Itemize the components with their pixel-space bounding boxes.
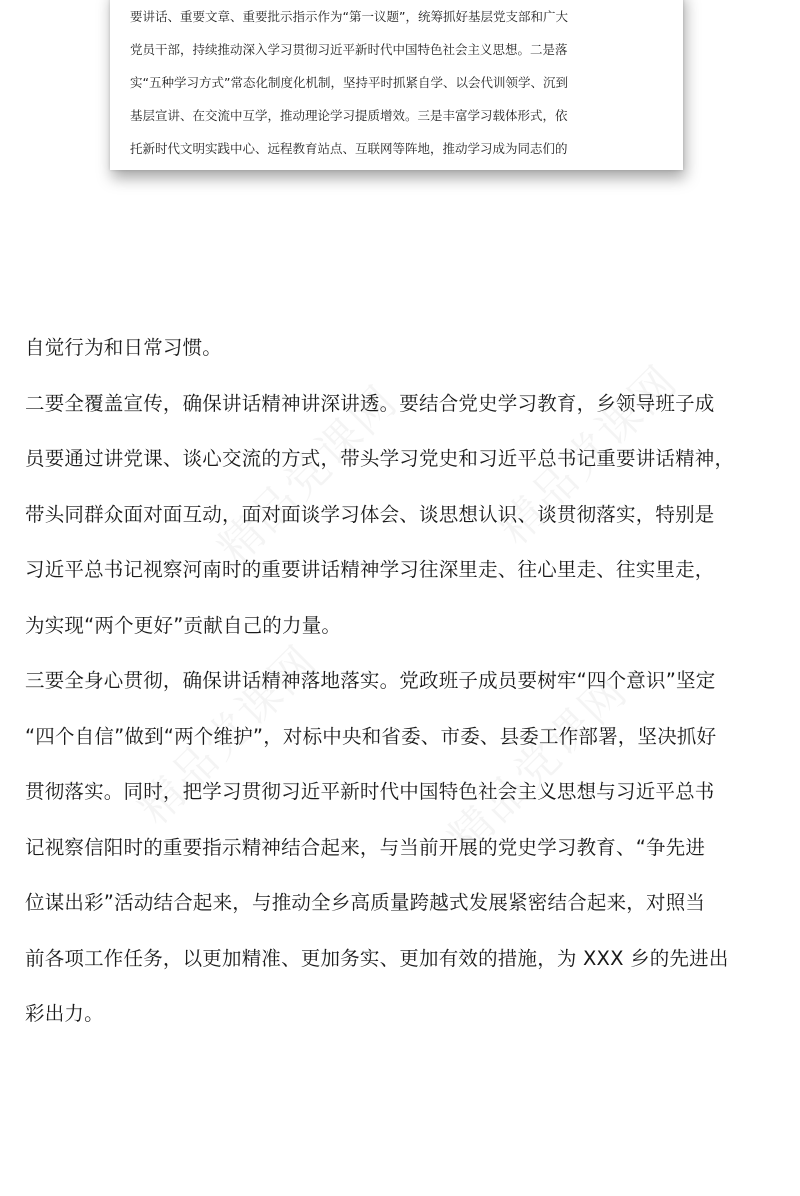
preview-line: 党员干部，持续推动深入学习贯彻习近平新时代中国特色社会主义思想。二是落 xyxy=(130,42,568,57)
paragraph-line: 习近平总书记视察河南时的重要讲话精神学习往深里走、往心里走、往实里走， xyxy=(25,558,715,581)
preview-line: 要讲话、重要文章、重要批示指示作为“第一议题”，统筹抓好基层党支部和广大 xyxy=(130,9,568,24)
paragraph-line: 三要全身心贯彻，确保讲话精神落地落实。党政班子成员要树牢“四个意识”坚定 xyxy=(25,669,716,692)
paragraph-line: 二要全覆盖宣传，确保讲话精神讲深讲透。要结合党史学习教育，乡领导班子成 xyxy=(25,391,715,415)
preview-card-text xyxy=(130,0,671,165)
document-preview-card xyxy=(110,0,683,170)
document-body xyxy=(25,324,785,1046)
paragraph-line: 员要通过讲党课、谈心交流的方式，带头学习党史和习近平总书记重要讲话精神， xyxy=(25,447,735,470)
preview-line: 基层宣讲、在交流中互学，推动理论学习提质增效。三是丰富学习载体形式，依 xyxy=(130,108,568,123)
paragraph-line: “四个自信”做到“两个维护”，对标中央和省委、市委、县委工作部署，坚决抓好 xyxy=(25,724,717,748)
paragraph-line: 带头同群众面对面互动，面对面谈学习体会、谈思想认识、谈贯彻落实，特别是 xyxy=(25,502,715,526)
paragraph-line: 自觉行为和日常习惯。 xyxy=(25,336,223,359)
preview-line: 实“五种学习方式”常态化制度化机制，坚持平时抓紧自学、以会代训领学、沉到 xyxy=(130,75,568,90)
preview-line: 托新时代文明实践中心、远程教育站点、互联网等阵地，推动学习成为同志们的 xyxy=(130,141,568,156)
paragraph-line: 前各项工作任务，以更加精准、更加务实、更加有效的措施，为 XXX 乡的先进出 xyxy=(25,946,729,970)
paragraph-line: 记视察信阳时的重要指示精神结合起来，与当前开展的党史学习教育、“争先进 xyxy=(25,835,706,859)
paragraph-line: 位谋出彩”活动结合起来，与推动全乡高质量跨越式发展紧密结合起来，对照当 xyxy=(25,891,706,914)
paragraph-line: 为实现“两个更好”贡献自己的力量。 xyxy=(25,613,342,637)
paragraph-line: 贯彻落实。同时，把学习贯彻习近平新时代中国特色社会主义思想与习近平总书 xyxy=(25,780,715,803)
paragraph-line: 彩出力。 xyxy=(25,1002,104,1025)
